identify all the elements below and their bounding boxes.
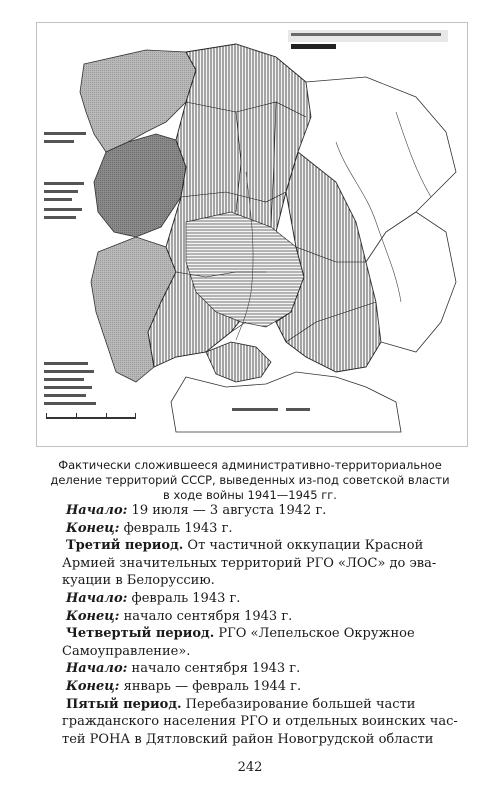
caption-line: Фактически сложившееся административно-территориальное <box>58 458 442 472</box>
text-line <box>66 520 462 538</box>
text-line <box>66 590 462 608</box>
text-line <box>66 625 462 643</box>
text-line <box>66 660 462 678</box>
label-start: Начало: <box>66 503 128 518</box>
date-value: 19 июля — 3 августа 1942 г. <box>127 503 327 518</box>
date-value: начало сентября 1943 г. <box>127 661 301 677</box>
caption-line: деление территорий СССР, выведенных из-под советской власти <box>50 473 450 487</box>
text-line: гражданского населения РГО и отдельных воинских час- <box>62 714 458 730</box>
date-value: февраль 1943 г. <box>127 590 241 606</box>
text-line <box>66 678 462 696</box>
label-end: Конец: <box>66 608 120 624</box>
period-heading: Третий период. <box>66 538 184 554</box>
text-line <box>66 696 462 714</box>
body-text <box>62 502 462 748</box>
text-line <box>66 537 462 555</box>
label-start: Начало: <box>66 661 128 677</box>
text-line: Самоуправление». <box>62 643 191 659</box>
label-start: Начало: <box>66 590 128 606</box>
date-value: февраль 1943 г. <box>119 520 233 536</box>
text-line: тей РОНА в Дятловский район Новогрудской области <box>62 731 434 747</box>
label-end: Конец: <box>66 678 120 694</box>
figure-caption <box>44 458 456 503</box>
label-end: Конец: <box>66 520 120 536</box>
period-text: РГО «Лепельское Окружное <box>214 626 415 642</box>
period-heading: Четвертый период. <box>66 626 215 642</box>
date-value: январь — февраль 1944 г. <box>119 678 302 694</box>
period-text: От частичной оккупации Красной <box>183 538 424 554</box>
occupied-territories-map <box>36 22 468 447</box>
page-number: 242 <box>237 760 263 775</box>
date-value: начало сентября 1943 г. <box>119 608 293 624</box>
period-text: Перебазирование большей части <box>181 696 416 712</box>
text-line <box>66 608 462 626</box>
black-sea-label <box>232 408 310 411</box>
text-line <box>66 502 462 520</box>
map-figure <box>36 22 468 447</box>
text-line: куации в Белоруссию. <box>62 573 215 589</box>
caption-line: в ходе войны 1941—1945 гг. <box>163 488 337 502</box>
period-heading: Пятый период. <box>66 696 182 712</box>
text-line: Армией значительных территорий РГО «ЛОС» до эва- <box>62 555 437 571</box>
